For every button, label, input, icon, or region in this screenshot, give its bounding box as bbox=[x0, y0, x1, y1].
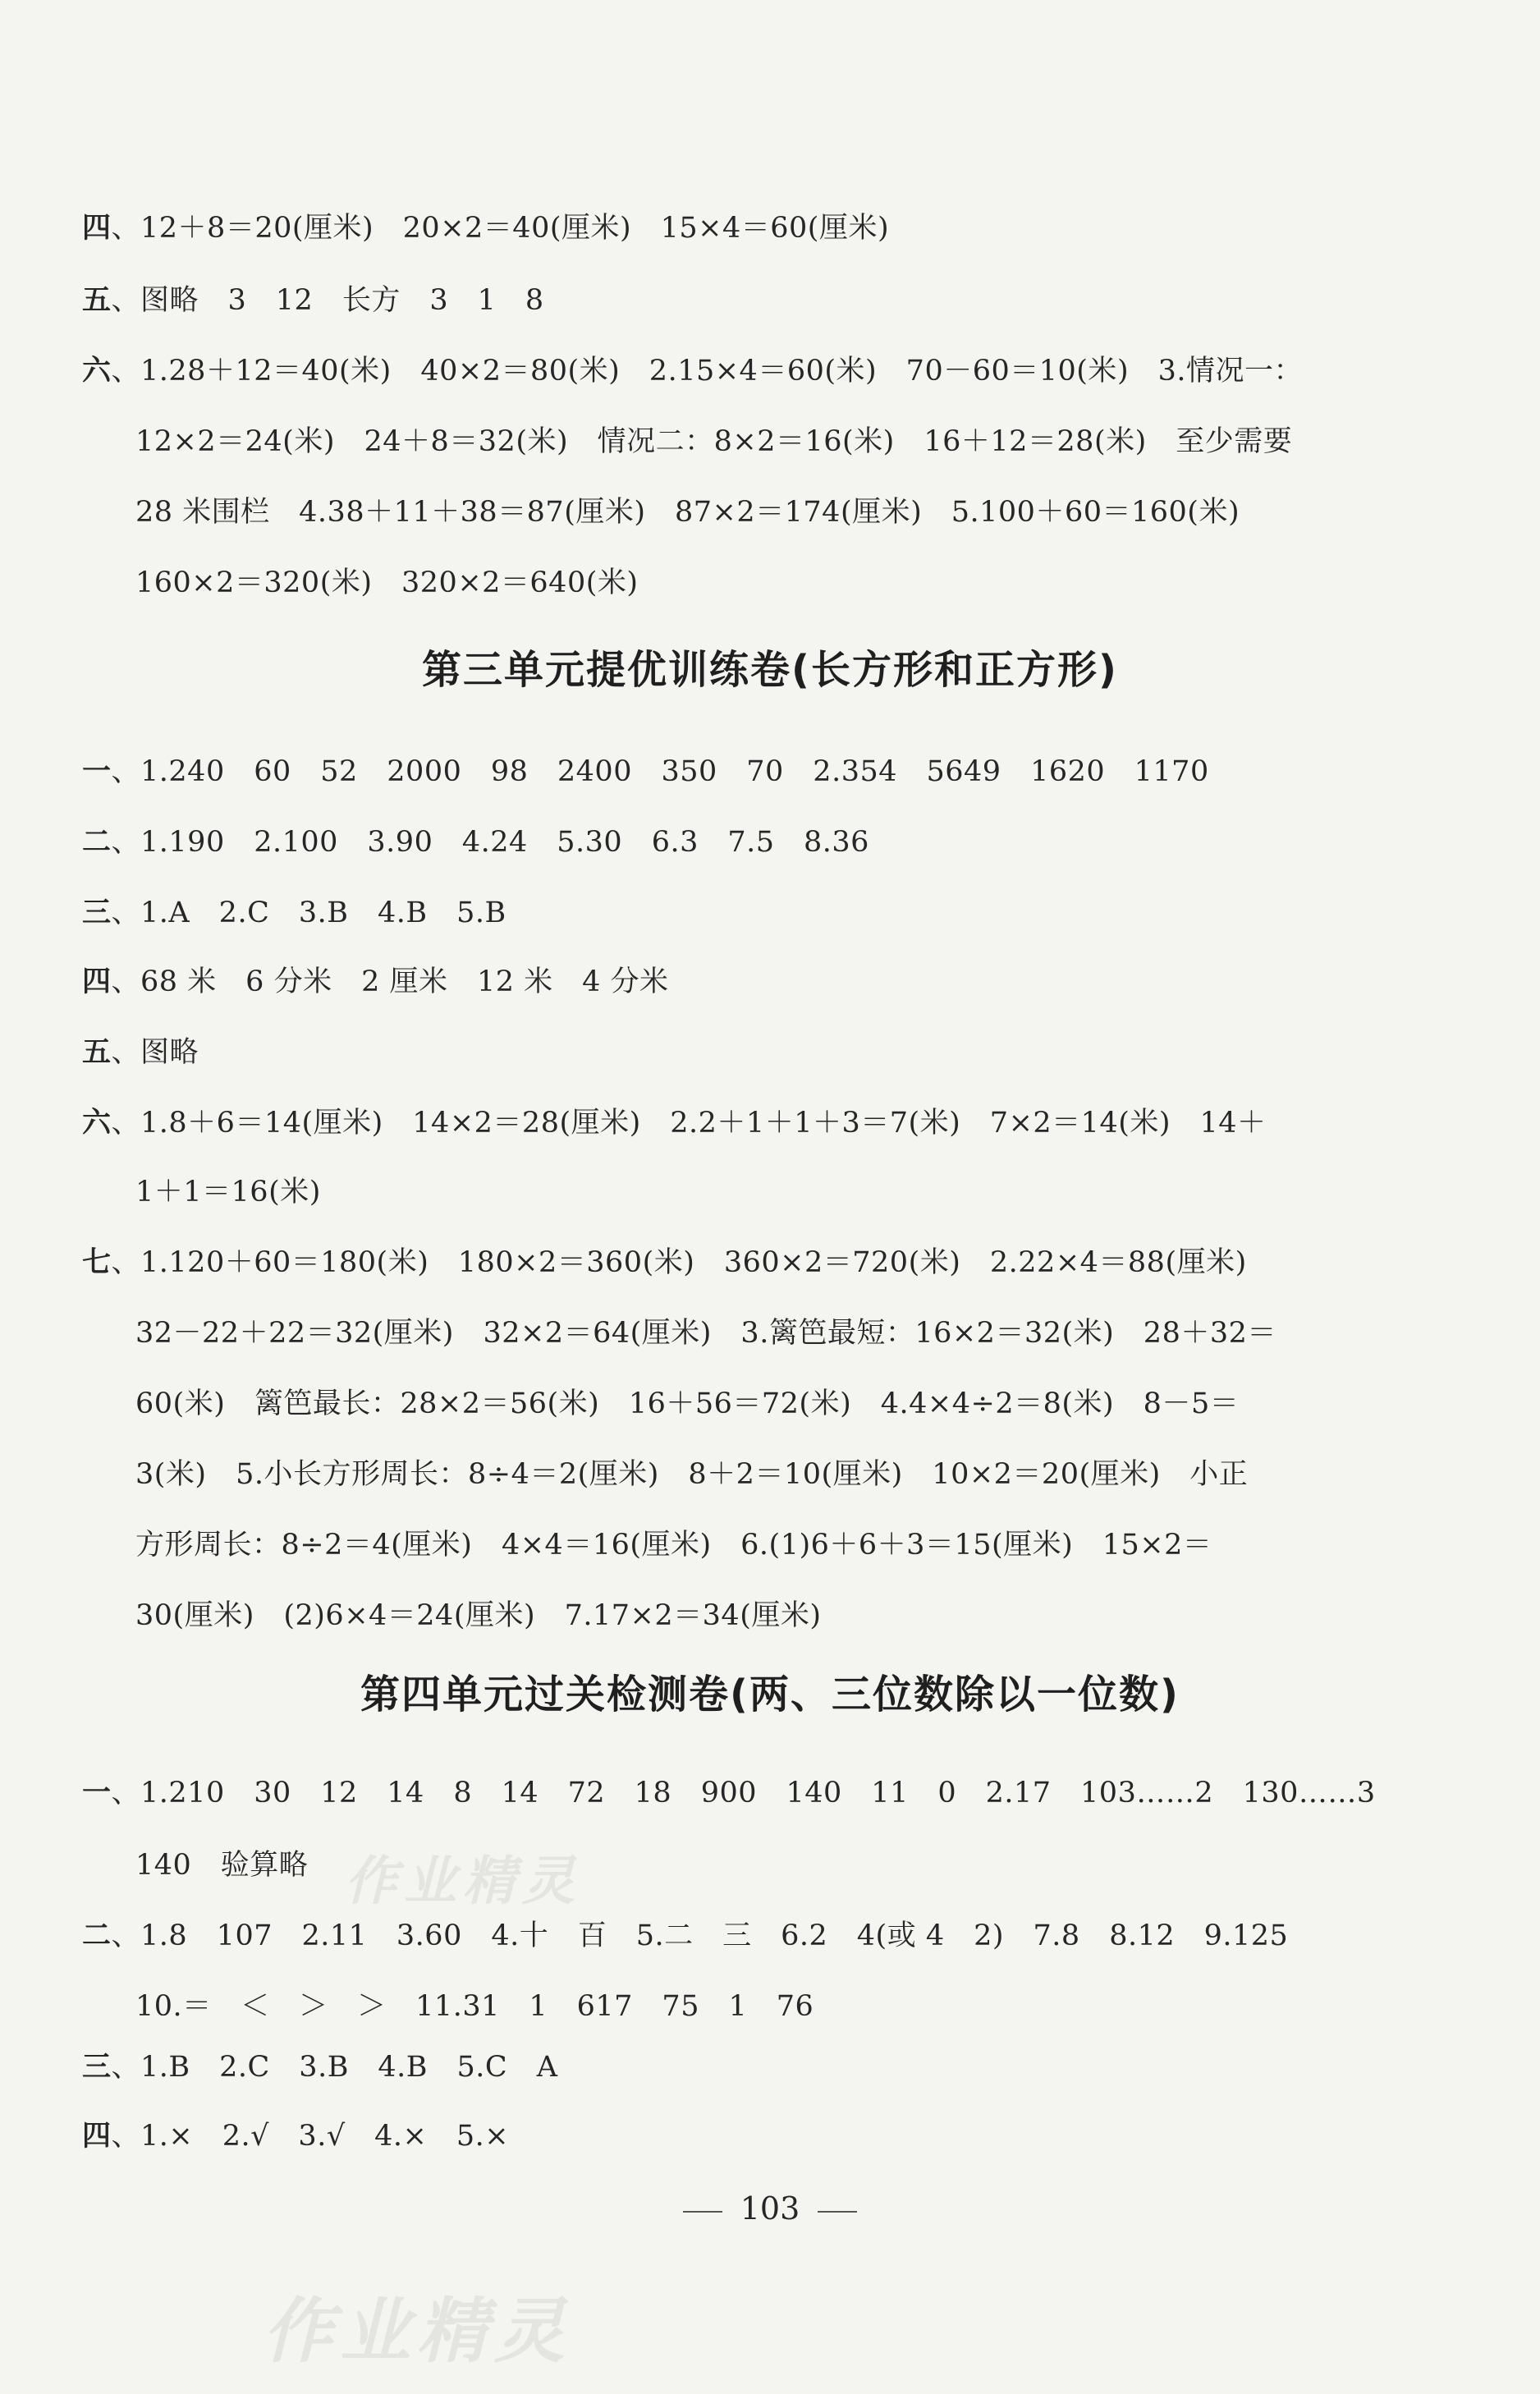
page-number: 103 bbox=[0, 2190, 1540, 2227]
answer-line: 60(米) 篱笆最长：28×2＝56(米) 16＋56＝72(米) 4.4×4÷2＝8(米) 8－5＝ bbox=[135, 1387, 1240, 1420]
page-number-dash-right bbox=[818, 2211, 857, 2213]
answer-line: 一、1.210 30 12 14 8 14 72 18 900 140 11 0 2.17 103……2 130……3 bbox=[82, 1776, 1376, 1809]
answer-line: 30(厘米) (2)6×4＝24(厘米) 7.17×2＝34(厘米) bbox=[135, 1599, 822, 1632]
watermark-logo: 作业精灵 bbox=[345, 1851, 581, 1912]
answer-line: 二、1.8 107 2.11 3.60 4.十 百 5.二 三 6.2 4(或 4 2) 7.8 8.12 9.125 bbox=[82, 1919, 1289, 1952]
answer-line: 140 验算略 bbox=[135, 1849, 309, 1882]
watermark-logo: 作业精灵 bbox=[263, 2291, 571, 2373]
answer-line: 12×2＝24(米) 24＋8＝32(米) 情况二：8×2＝16(米) 16＋12＝28(米) 至少需要 bbox=[135, 425, 1293, 458]
answer-line: 三、1.B 2.C 3.B 4.B 5.C A bbox=[82, 2050, 558, 2084]
answer-line: 160×2＝320(米) 320×2＝640(米) bbox=[135, 566, 639, 599]
answer-line: 六、1.28＋12＝40(米) 40×2＝80(米) 2.15×4＝60(米) 70－60＝10(米) 3.情况一： bbox=[82, 354, 1303, 388]
answer-line: 10.＝ ＜ ＞ ＞ 11.31 1 617 75 1 76 bbox=[135, 1990, 814, 2023]
answer-line: 1＋1＝16(米) bbox=[135, 1176, 321, 1208]
answer-line: 一、1.240 60 52 2000 98 2400 350 70 2.354 5649 1620 1170 bbox=[82, 754, 1209, 788]
answer-line: 七、1.120＋60＝180(米) 180×2＝360(米) 360×2＝720(米) 2.22×4＝88(厘米) bbox=[82, 1245, 1247, 1279]
answer-line: 六、1.8＋6＝14(厘米) 14×2＝28(厘米) 2.2＋1＋1＋3＝7(米) 7×2＝14(米) 14＋ bbox=[82, 1106, 1267, 1140]
answer-line: 四、68 米 6 分米 2 厘米 12 米 4 分米 bbox=[82, 965, 669, 998]
answer-line: 二、1.190 2.100 3.90 4.24 5.30 6.3 7.5 8.36 bbox=[82, 825, 869, 859]
answer-line: 3(米) 5.小长方形周长：8÷4＝2(厘米) 8＋2＝10(厘米) 10×2＝20(厘米) 小正 bbox=[135, 1458, 1249, 1491]
answer-line: 五、图略 bbox=[82, 1035, 199, 1069]
answer-line: 四、1.× 2.√ 3.√ 4.× 5.× bbox=[82, 2119, 510, 2153]
answer-line: 32－22＋22＝32(厘米) 32×2＝64(厘米) 3.篱笆最短：16×2＝32(米) 28＋32＝ bbox=[135, 1317, 1276, 1350]
answer-line: 三、1.A 2.C 3.B 4.B 5.B bbox=[82, 896, 506, 929]
section-title-unit3: 第三单元提优训练卷(长方形和正方形) bbox=[422, 647, 1118, 693]
answer-line: 五、图略 3 12 长方 3 1 8 bbox=[82, 283, 544, 317]
answer-line: 28 米围栏 4.38＋11＋38＝87(厘米) 87×2＝174(厘米) 5.100＋60＝160(米) bbox=[135, 496, 1240, 529]
section-title-unit4: 第四单元过关检测卷(两、三位数除以一位数) bbox=[360, 1672, 1180, 1718]
answer-line: 四、12＋8＝20(厘米) 20×2＝40(厘米) 15×4＝60(厘米) bbox=[82, 211, 890, 245]
page-number-dash-left bbox=[683, 2211, 722, 2213]
answer-line: 方形周长：8÷2＝4(厘米) 4×4＝16(厘米) 6.(1)6＋6＋3＝15(厘米) 15×2＝ bbox=[135, 1529, 1212, 1562]
